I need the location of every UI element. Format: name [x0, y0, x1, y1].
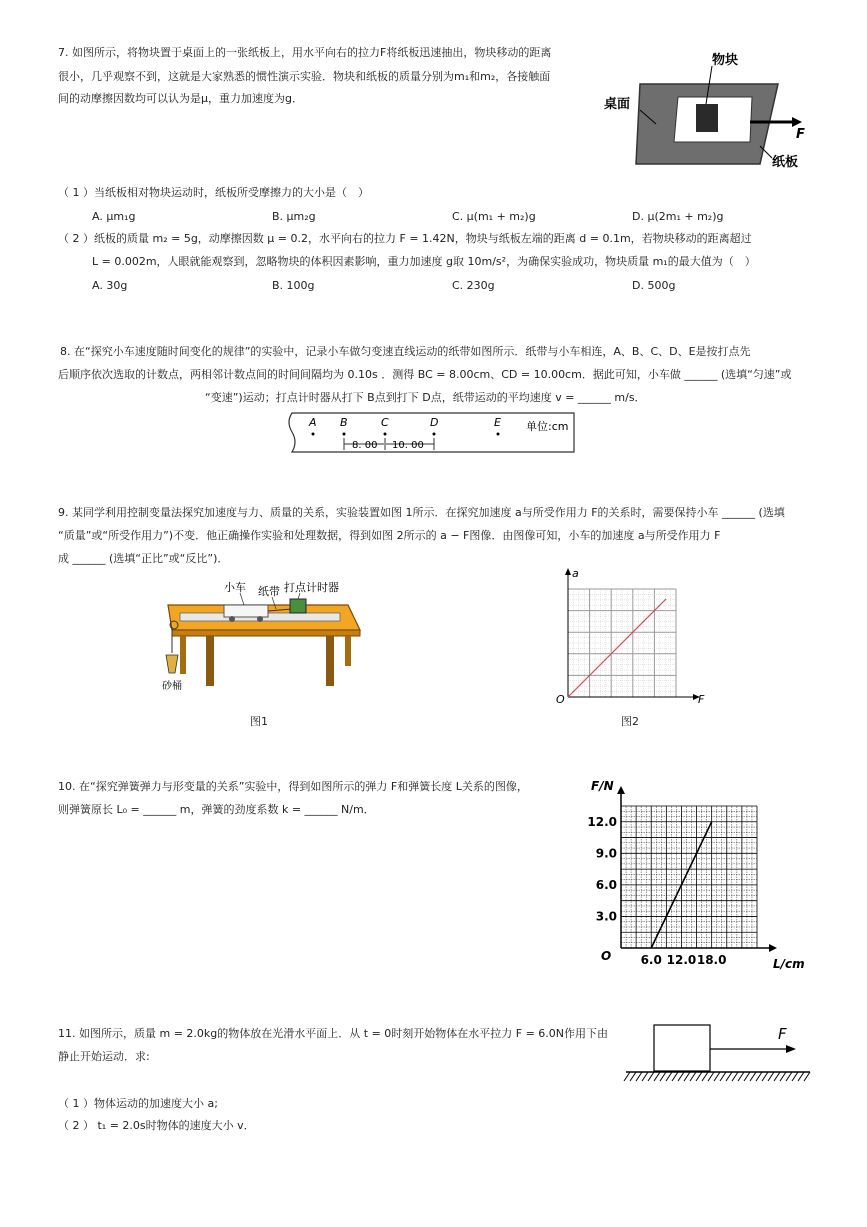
- chart-grid: [617, 786, 777, 952]
- label-board: 纸板: [772, 155, 799, 170]
- q7-stem-line2: 很小，几乎观察不到，这就是大家熟悉的惯性演示实验．物块和纸板的质量分别为m₁和m₂，各接触面: [58, 70, 551, 83]
- object-block: [654, 1025, 710, 1071]
- tape-dot: [343, 433, 346, 436]
- q8-line1: 8. 在“探究小车速度随时间变化的规律”的实验中，记录小车做匀变速直线运动的纸带如图所示．纸带与小车相连，A、B、C、D、E是按打点先: [60, 345, 751, 358]
- chart-y-tick: 9.0: [595, 846, 617, 861]
- label-timer: 打点计时器: [284, 581, 339, 594]
- chart-y-tick: 6.0: [595, 877, 617, 892]
- q7-p2-option-b: B. 100g: [272, 279, 315, 292]
- timer: [290, 599, 306, 613]
- q7-part2-line1: （ 2 ）纸板的质量 m₂ = 5g，动摩擦因数 μ = 0.2，水平向右的拉力 F = 1.42N，物块与纸板左端的距离 d = 0.1m，若物块移动的距离超过: [58, 232, 752, 245]
- fig2-y-label: a: [572, 567, 579, 580]
- q8-paper-tape: [288, 410, 580, 456]
- fig2-line: [568, 599, 666, 697]
- block: [696, 104, 718, 132]
- chart-y-tick: 12.0: [587, 814, 617, 829]
- q7-figure: [600, 42, 810, 172]
- label-table: 桌面: [604, 97, 631, 112]
- tape-bc-label: 8. 00: [352, 440, 378, 451]
- q7-part1: （ 1 ）当纸板相对物块运动时，纸板所受摩擦力的大小是（ ）: [58, 186, 369, 199]
- chart-x-tick: 18.0: [696, 953, 727, 967]
- car: [224, 605, 268, 617]
- q7-p1-option-d: D. μ(2m₁ + m₂)g: [632, 210, 724, 223]
- q7-p2-option-c: C. 230g: [452, 279, 495, 292]
- q9-fig1-apparatus: [150, 575, 370, 695]
- label-car: 小车: [224, 581, 246, 594]
- q11-line1: 11. 如图所示，质量 m = 2.0kg的物体放在光滑水平面上．从 t = 0时刻开始物体在水平拉力 F = 6.0N作用下由: [58, 1027, 609, 1040]
- table-leg: [206, 636, 214, 686]
- fig2-x-label: F: [698, 693, 705, 706]
- tape-point-label: C: [381, 416, 389, 429]
- sand-bucket: [166, 655, 178, 673]
- tape-dot: [497, 433, 500, 436]
- label-tape: 纸带: [258, 585, 280, 598]
- q8-line2: 后顺序依次选取的计数点，两相邻计数点间的时间间隔均为 0.10s ．测得 BC = 8.00cm、CD = 10.00cm．据此可知，小车做 ______ (选填“匀速”或: [58, 368, 792, 381]
- q10-chart: [585, 776, 815, 976]
- tape-cd-label: 10. 00: [392, 440, 424, 451]
- q11-part1: （ 1 ）物体运动的加速度大小 a;: [58, 1097, 218, 1110]
- q7-stem-line3: 间的动摩擦因数均可以认为是μ，重力加速度为g．: [58, 92, 303, 105]
- q9-line3: 成 ______ (选填“正比”或“反比”)．: [58, 552, 229, 565]
- q10-line2: 则弹簧原长 L₀ = ______ m，弹簧的劲度系数 k = ______ N/m．: [58, 803, 375, 816]
- q7-p2-option-a: A. 30g: [92, 279, 128, 292]
- q11-part2: （ 2 ） t₁ = 2.0s时物体的速度大小 v．: [58, 1119, 255, 1132]
- q7-part2-line2: L = 0.002m，人眼就能观察到，忽略物块的体积因素影响，重力加速度 g取 10m/s²，为确保实验成功，物块质量 m₁的最大值为（ ）: [92, 255, 756, 268]
- q10-line1: 10. 在“探究弹簧弹力与形变量的关系”实验中，得到如图所示的弹力 F和弹簧长度 L关系的图像，: [58, 780, 528, 793]
- tape-point-label: D: [430, 416, 439, 429]
- chart-x-tick: 6.0: [640, 953, 662, 967]
- q7-p1-option-a: A. μm₁g: [92, 210, 136, 223]
- ground-hatching: [624, 1072, 810, 1081]
- q7-p1-option-c: C. μ(m₁ + m₂)g: [452, 210, 536, 223]
- q11-line2: 静止开始运动．求:: [58, 1050, 150, 1063]
- q11-figure: [620, 1015, 820, 1090]
- fig2-origin: O: [556, 693, 565, 706]
- label-force: F: [796, 127, 805, 142]
- tape-dot: [384, 433, 387, 436]
- tape-dot: [433, 433, 436, 436]
- tape-dot: [312, 433, 315, 436]
- q8-line3: “变速”)运动；打点计时器从打下 B点到打下 D点，纸带运动的平均速度 v = ______ m/s．: [205, 391, 646, 404]
- q7-stem-line1: 7. 如图所示，将物块置于桌面上的一张纸板上，用水平向右的拉力F将纸板迅速抽出，物块移动的距离: [58, 46, 552, 59]
- tape-point-label: E: [494, 416, 501, 429]
- label-bucket: 砂桶: [162, 681, 182, 692]
- q7-p2-option-d: D. 500g: [632, 279, 676, 292]
- chart-origin: O: [601, 949, 612, 963]
- chart-x-tick: 12.0: [666, 953, 697, 967]
- q9-line2: “质量”或“所受作用力”)不变．他正确操作实验和处理数据，得到如图 2所示的 a − F图像．由图像可知，小车的加速度 a与所受作用力 F: [58, 529, 721, 542]
- q9-line1: 9. 某同学利用控制变量法探究加速度与力、质量的关系，实验装置如图 1所示．在探究加速度 a与所受作用力 F的关系时，需要保持小车 ______ (选填: [58, 506, 785, 519]
- chart-y-label: F/N: [591, 779, 614, 793]
- q7-p1-option-b: B. μm₂g: [272, 210, 316, 223]
- label-force: F: [778, 1025, 787, 1043]
- chart-y-tick: 3.0: [595, 909, 617, 924]
- q9-fig2-graph: [550, 565, 710, 707]
- tape-point-label: A: [309, 416, 317, 429]
- table-leg: [326, 636, 334, 686]
- chart-x-label: L/cm: [773, 957, 805, 971]
- q9-fig2-caption: 图2: [621, 715, 639, 728]
- tape-unit: 单位:cm: [526, 420, 569, 433]
- tape-point-label: B: [340, 416, 348, 429]
- q9-fig1-caption: 图1: [250, 715, 268, 728]
- label-block: 物块: [712, 53, 739, 68]
